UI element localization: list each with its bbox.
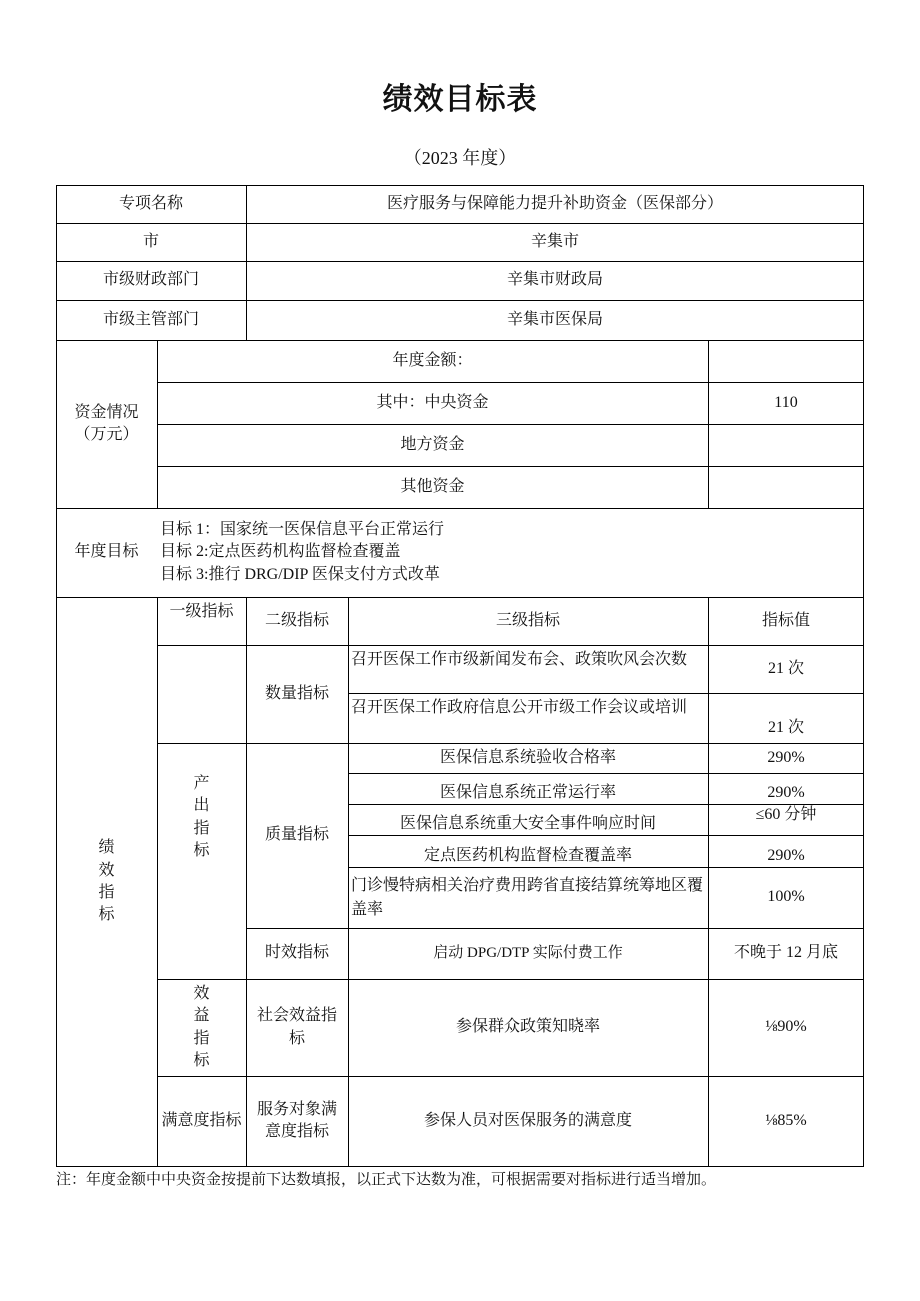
indicator-name: 医保信息系统正常运行率 [439,783,616,801]
funding-label-line1: 资金情况 [74,403,139,421]
indicator-value: 100% [767,888,805,906]
vertical-char: 产 [193,775,210,792]
other-fund-value [708,466,864,508]
indicator-value: ≤60 分钟 [755,806,817,823]
vertical-char: 绩 [98,839,115,857]
indicator-name: 参保人员对医保服务的满意度 [423,1111,632,1129]
local-fund-value [708,424,864,466]
finance-dept-value: 辛集市财政局 [506,271,603,289]
footnote: 注：年度金额中中央资金按提前下达数填报，以正式下达数为准，可根据需要对指标进行适当增加。 [56,1172,717,1188]
vertical-char: 出 [193,797,210,815]
indicator-value: 290% [767,748,805,766]
indicator-name: 参保群众政策知晓率 [455,1018,600,1036]
vertical-char: 标 [193,1051,210,1069]
performance-indicators-label [56,597,157,1167]
annual-goals-list [157,508,864,597]
vertical-char: 标 [98,906,115,924]
funding-label [56,340,157,508]
goal-item: 目标 3:推行 DRG/DIP 医保支付方式改革 [160,565,440,583]
level2-timeliness: 时效指标 [264,944,329,962]
level2-quantity: 数量指标 [264,684,329,702]
city-value: 辛集市 [530,232,579,250]
indicator-name: 启动 DPG/DTP 实际付费工作 [433,945,623,961]
central-fund-value: 110 [774,393,798,411]
level2-service: 服务对象满意度指标 [256,1100,337,1140]
vertical-char: 益 [193,1007,210,1025]
local-fund-label: 地方资金 [400,435,465,453]
performance-target-table [56,185,864,1167]
indicator-value: 21 次 [767,718,804,736]
indicator-value: 21 次 [767,659,804,677]
indicator-name: 召开医保工作政府信息公开市级工作会议或培训 [351,699,688,716]
authority-dept-value: 辛集市医保局 [506,310,603,328]
page-title: 绩效目标表 [382,82,538,117]
indicator-value: 290% [767,846,805,864]
vertical-char: 指 [193,1029,210,1047]
header-level2: 二级指标 [264,611,329,629]
annual-amount-value [708,340,864,382]
annual-amount-label: 年度金额： [392,351,473,369]
vertical-char: 指 [98,884,115,901]
vertical-char: 效 [193,984,210,1002]
city-label: 市 [142,232,159,250]
central-fund-label: 其中：中央资金 [376,393,489,411]
header-level1: 一级指标 [169,603,234,620]
level2-social: 社会效益指标 [256,1007,337,1047]
indicator-value: ⅛85% [765,1111,807,1129]
indicator-value: 290% [767,783,805,801]
header-value: 指标值 [761,611,810,629]
indicator-name: 定点医药机构监督检查覆盖率 [423,846,632,864]
indicator-name: 医保信息系统重大安全事件响应时间 [399,814,656,832]
project-name-label: 专项名称 [118,194,183,212]
other-fund-label: 其他资金 [400,477,465,495]
indicator-value: 不晚于 12 月底 [733,944,838,962]
header-level3: 三级指标 [495,611,560,629]
indicator-value: ⅛90% [765,1018,807,1036]
level1-benefit [157,979,246,1076]
project-name-value: 医疗服务与保障能力提升补助资金（医保部分） [386,194,723,212]
level1-output [157,645,246,979]
indicator-name: 召开医保工作市级新闻发布会、政策吹风会次数 [351,651,688,668]
indicator-name: 门诊慢特病相关治疗费用跨省直接结算统筹地区覆盖率 [351,877,704,918]
goal-item: 目标 1：国家统一医保信息平台正常运行 [160,520,445,538]
annual-goals-label: 年度目标 [74,543,139,561]
page-subtitle: （2023 年度） [403,148,517,168]
level1-satisfaction: 满意度指标 [161,1111,242,1129]
vertical-char: 标 [193,842,210,860]
authority-dept-label: 市级主管部门 [102,310,199,328]
funding-label-line2: （万元） [74,426,139,443]
vertical-char: 效 [98,861,115,879]
level2-quality: 质量指标 [264,826,329,844]
goal-item: 目标 2:定点医药机构监督检查覆盖 [160,543,401,561]
vertical-char: 指 [193,819,210,837]
finance-dept-label: 市级财政部门 [102,271,199,289]
indicator-name: 医保信息系统验收合格率 [439,748,616,766]
